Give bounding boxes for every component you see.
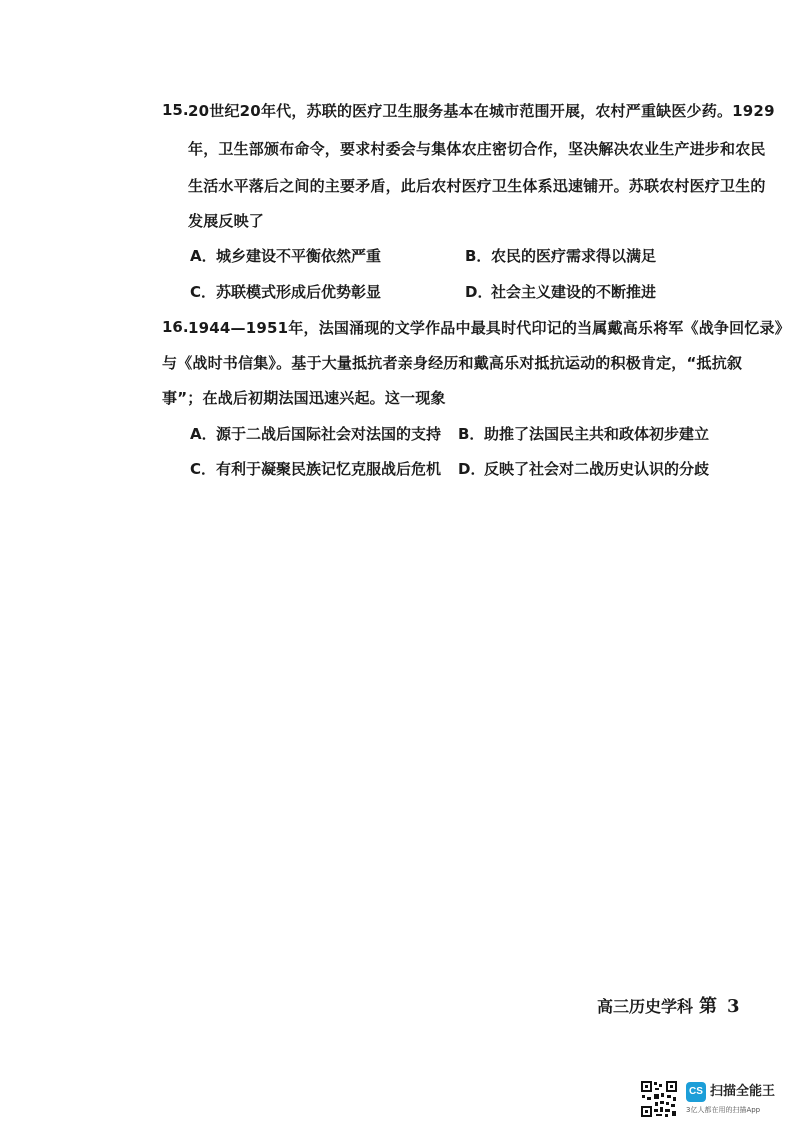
page-number: 3 (727, 996, 740, 1017)
option-a[interactable] (190, 424, 441, 444)
option-c[interactable] (190, 459, 441, 479)
scanner-brand: 扫描全能王 (710, 1084, 776, 1099)
option-text: 源于二战后国际社会对法国的支持 (216, 425, 442, 443)
question-text-line: 20世纪20年代，苏联的医疗卫生服务基本在城市范围开展，农村严重缺医少药。1929 (188, 102, 775, 120)
question-number: 15. (162, 101, 189, 119)
option-letter: A． (190, 425, 217, 443)
camscanner-logo-icon: CS (686, 1082, 706, 1102)
option-letter: B． (465, 247, 492, 265)
option-text: 城乡建设不平衡依然严重 (216, 247, 382, 265)
question-text-line: 1944—1951年，法国涌现的文学作品中最具时代印记的当属戴高乐将军《战争回忆录》 (188, 319, 790, 337)
subject-label: 高三历史学科 (597, 997, 694, 1016)
question-text-line: 发展反映了 (188, 212, 265, 230)
option-letter: D． (458, 460, 486, 478)
option-letter: B． (458, 425, 485, 443)
option-letter: A． (190, 247, 217, 265)
qr-code-icon (640, 1080, 678, 1118)
option-letter: C． (190, 460, 217, 478)
option-d[interactable] (465, 282, 656, 302)
option-text: 反映了社会对二战历史认识的分歧 (484, 460, 710, 478)
option-text: 助推了法国民主共和政体初步建立 (484, 425, 710, 443)
scanner-watermark (640, 1080, 790, 1120)
option-d[interactable] (458, 459, 709, 479)
option-text: 有利于凝聚民族记忆克服战后危机 (216, 460, 442, 478)
option-text: 农民的医疗需求得以满足 (491, 247, 657, 265)
option-b[interactable] (465, 246, 656, 266)
question-text-line: 事”；在战后初期法国迅速兴起。这一现象 (162, 389, 446, 407)
option-c[interactable] (190, 282, 381, 302)
question-text-line: 年，卫生部颁布命令，要求村委会与集体农庄密切合作，坚决解决农业生产进步和农民 (188, 140, 766, 158)
scanner-tagline: 3亿人都在用的扫描App (686, 1106, 761, 1114)
option-text: 社会主义建设的不断推进 (491, 283, 657, 301)
option-letter: C． (190, 283, 217, 301)
option-text: 苏联模式形成后优势彰显 (216, 283, 382, 301)
option-letter: D． (465, 283, 493, 301)
page-prefix: 第 (699, 996, 718, 1017)
option-a[interactable] (190, 246, 381, 266)
question-text-line: 生活水平落后之间的主要矛盾，此后农村医疗卫生体系迅速铺开。苏联农村医疗卫生的 (188, 177, 766, 195)
page-footer (597, 992, 740, 1018)
option-b[interactable] (458, 424, 709, 444)
question-text-line: 与《战时书信集》。基于大量抵抗者亲身经历和戴高乐对抵抗运动的积极肯定，“抵抗叙 (162, 354, 743, 372)
question-number: 16. (162, 318, 189, 336)
